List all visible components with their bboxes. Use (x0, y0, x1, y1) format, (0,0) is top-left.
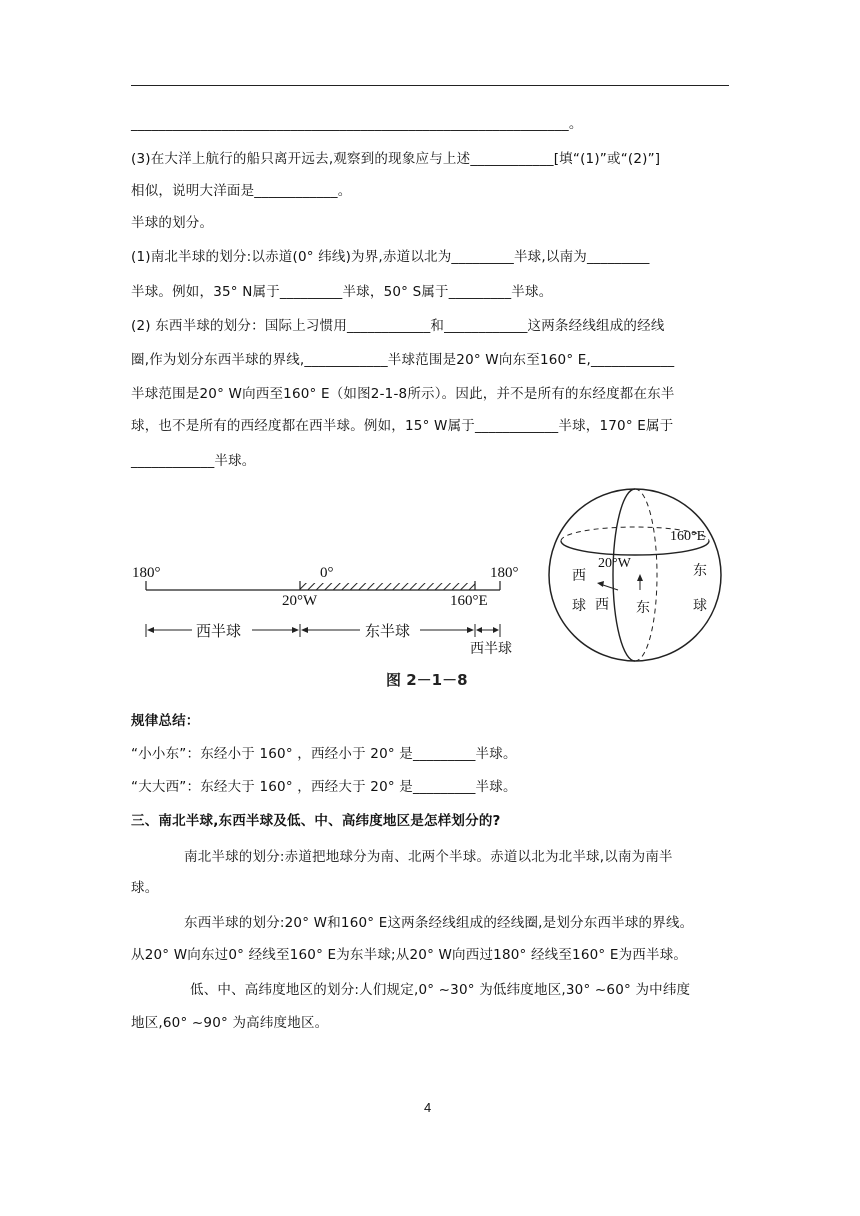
globe-label-qiu-left: 球 (572, 599, 586, 614)
paragraph-line: 低、中、高纬度地区的划分:人们规定,0° ~30° 为低纬度地区,30° ~60° 为中纬度 (190, 982, 691, 998)
label-east-hemisphere: 东半球 (365, 624, 411, 640)
text-line: (1)南北半球的划分:以赤道(0° 纬线)为界,赤道以北为_________半球,以南为_________ (131, 249, 650, 265)
paragraph-line: 南北半球的划分:赤道把地球分为南、北两个半球。赤道以北为北半球,以南为南半 (184, 849, 673, 865)
text-line: (2) 东西半球的划分：国际上习惯用____________和____________这两条经线组成的经线 (131, 318, 665, 334)
hemisphere-figure (120, 480, 740, 700)
globe-label-xi-left: 西 (572, 569, 586, 584)
globe-label-dong: 东 (636, 601, 650, 616)
text-line: (3)在大洋上航行的船只离开远去,观察到的现象应与上述____________[填“(1)”或“(2)”] (131, 151, 661, 167)
label-180-left: 180° (132, 565, 161, 581)
summary-line: “大大西”：东经大于 160° ，西经大于 20° 是_________半球。 (131, 779, 517, 795)
east-hatched-bar (300, 583, 475, 590)
text-line: 半球的划分。 (131, 215, 214, 231)
globe-label-qiu-right: 球 (693, 599, 707, 614)
paragraph-line: 地区,60° ~90° 为高纬度地区。 (131, 1015, 329, 1031)
text-line: 球，也不是所有的西经度都在西半球。例如，15° W属于____________半球，170° E属于 (131, 418, 674, 434)
text-line: 半球范围是20° W向西至160° E（如图2-1-8所示）。因此，并不是所有的东经度都在东半 (131, 386, 675, 402)
paragraph-line: 球。 (131, 880, 159, 896)
text-line: 圈,作为划分东西半球的界线,____________半球范围是20° W向东至160° E,____________ (131, 352, 675, 368)
label-west-hemisphere: 西半球 (196, 624, 242, 640)
summary-line: “小小东”：东经小于 160° ，西经小于 20° 是_________半球。 (131, 746, 517, 762)
figure-caption: 图 2－1－8 (386, 671, 468, 689)
text-line: _______________________________________________________________。 (131, 116, 583, 132)
label-160e: 160°E (450, 593, 488, 609)
text-line: ____________半球。 (131, 453, 256, 469)
paragraph-line: 东西半球的划分:20° W和160° E这两条经线组成的经线圈,是划分东西半球的界线。 (184, 915, 694, 931)
globe-label-160e: 160°E (670, 529, 706, 544)
globe-label-20w: 20°W (598, 556, 631, 571)
label-west-hemisphere-right: 西半球 (470, 642, 512, 657)
label-0: 0° (320, 565, 334, 581)
page-number: 4 (424, 1100, 432, 1115)
text-line: 相似，说明大洋面是____________。 (131, 183, 352, 199)
label-20w: 20°W (282, 593, 318, 609)
label-180-right: 180° (490, 565, 519, 581)
globe-label-dong-right: 东 (693, 564, 707, 579)
summary-heading: 规律总结： (131, 713, 200, 729)
text-line: 半球。例如，35° N属于_________半球，50° S属于_________半球。 (131, 284, 553, 300)
header-rule (131, 85, 729, 86)
paragraph-line: 从20° W向东过0° 经线至160° E为东半球;从20° W向西过180° 经线至160° E为西半球。 (131, 947, 688, 963)
section-heading: 三、南北半球,东西半球及低、中、高纬度地区是怎样划分的? (131, 813, 501, 829)
globe-label-xi: 西 (595, 598, 609, 613)
